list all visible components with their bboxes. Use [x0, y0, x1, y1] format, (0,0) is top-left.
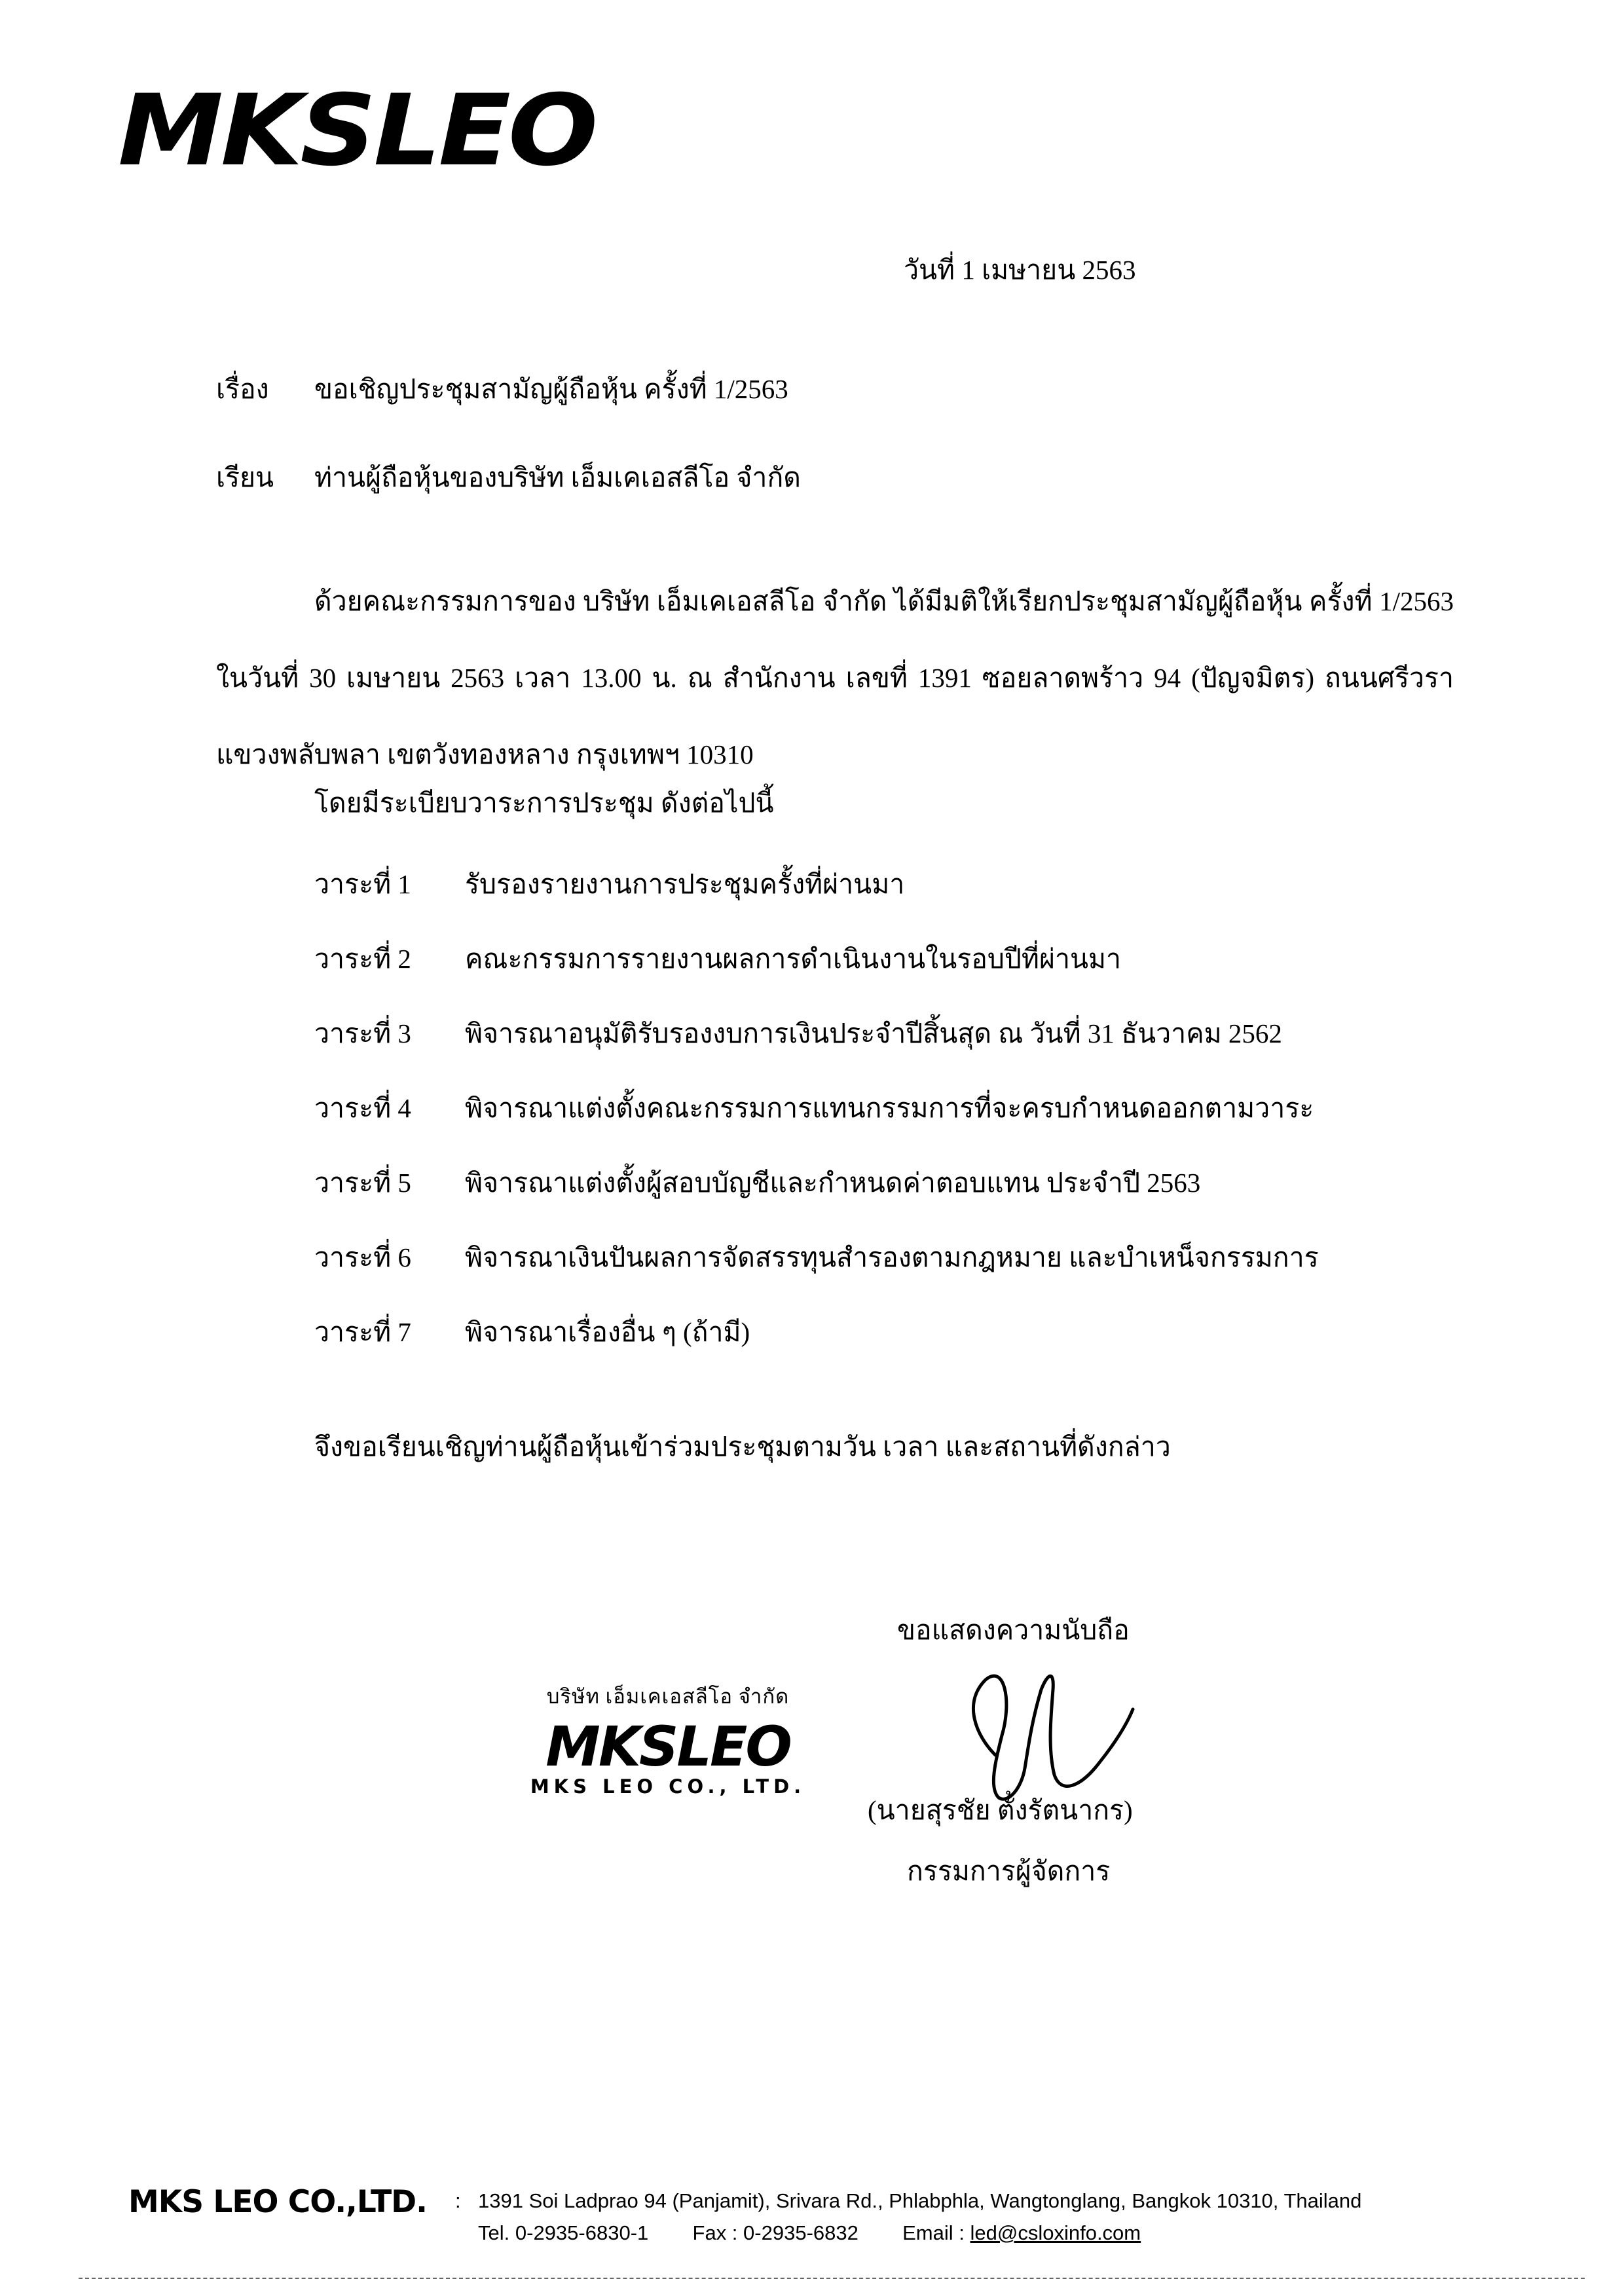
agenda-number: วาระที่ 6	[314, 1242, 411, 1272]
agenda-number: วาระที่ 7	[314, 1317, 411, 1347]
footer-address: 1391 Soi Ladprao 94 (Panjamit), Srivara Rd., Phlabphla, Wangtonglang, Bangkok 10310, Thailand	[478, 2189, 1362, 2212]
tel-number: 0-2935-6830-1	[515, 2221, 649, 2244]
agenda-number: วาระที่ 4	[314, 1093, 411, 1123]
stamp-thai-name: บริษัท เอ็มเคเอสลีโอ จำกัด	[546, 1685, 790, 1708]
letterhead-logo: MKSLEO	[118, 74, 596, 188]
fax-label: Fax :	[692, 2221, 738, 2244]
stamp-logo: MKSLEO	[545, 1714, 790, 1779]
date-line: วันที่ 1 เมษายน 2563	[904, 255, 1136, 285]
agenda-text: พิจารณาแต่งตั้งคณะกรรมการแทนกรรมการที่จะครบกำหนดออกตามวาระ	[465, 1093, 1314, 1123]
agenda-item	[314, 1012, 1282, 1055]
regards-text: ขอแสดงความนับถือ	[897, 1615, 1130, 1645]
agenda-text: พิจารณาเงินปันผลการจัดสรรทุนสำรองตามกฎหมาย และบำเหน็จกรรมการ	[465, 1242, 1319, 1272]
stamp-english-name: MKS LEO CO., LTD.	[530, 1775, 806, 1798]
body-paragraph: ด้วยคณะกรรมการของ บริษัท เอ็มเคเอสลีโอ จำกัด ได้มีมติให้เรียกประชุมสามัญผู้ถือหุ้น ครั้งที่ 1/2563 ในวันที่ 30 เมษายน 2563 เวลา 13.00 น. ณ สำนักงาน เลขที่ 1391 ซอยลาดพร้าว 94 (ปัญจมิตร) ถนนศรีวรา แขวงพลับพลา เขตวังทองหลาง กรุงเทพฯ 10310	[216, 586, 1454, 769]
signer-title: กรรมการผู้จัดการ	[907, 1856, 1111, 1886]
subject-text: ขอเชิญประชุมสามัญผู้ถือหุ้น ครั้งที่ 1/2563	[314, 374, 788, 404]
signer-name: (นายสุรชัย ตั้งรัตนากร)	[868, 1795, 1133, 1825]
subject-label: เรื่อง	[216, 374, 269, 404]
email-link[interactable]: led@csloxinfo.com	[970, 2221, 1141, 2244]
addressee-text: ท่านผู้ถือหุ้นของบริษัท เอ็มเคเอสลีโอ จำกัด	[314, 462, 801, 492]
agenda-text: พิจารณาแต่งตั้งผู้สอบบัญชีและกำหนดค่าตอบแทน ประจำปี 2563	[465, 1168, 1201, 1198]
bottom-divider	[79, 2278, 1585, 2279]
agenda-text: รับรองรายงานการประชุมครั้งที่ผ่านมา	[465, 869, 905, 899]
closing-sentence: จึงขอเรียนเชิญท่านผู้ถือหุ้นเข้าร่วมประชุมตามวัน เวลา และสถานที่ดังกล่าว	[314, 1432, 1171, 1462]
footer-contact	[478, 2221, 1141, 2245]
agenda-number: วาระที่ 1	[314, 869, 411, 899]
agenda-item	[314, 1162, 1200, 1204]
agenda-text: คณะกรรมการรายงานผลการดำเนินงานในรอบปีที่ผ่านมา	[465, 944, 1122, 974]
footer-company: MKS LEO CO.,LTD.	[128, 2184, 427, 2220]
agenda-text: พิจารณาเรื่องอื่น ๆ (ถ้ามี)	[465, 1317, 750, 1347]
footer-separator: :	[455, 2189, 461, 2212]
agenda-item	[314, 938, 1121, 980]
tel-label: Tel.	[478, 2221, 510, 2244]
agenda-item	[314, 1311, 750, 1354]
agenda-item	[314, 863, 904, 906]
email-label: Email :	[902, 2221, 965, 2244]
fax-number: 0-2935-6832	[743, 2221, 858, 2244]
signature-image	[950, 1663, 1146, 1807]
agenda-item	[314, 1087, 1314, 1130]
addressee-label: เรียน	[216, 462, 274, 492]
agenda-intro: โดยมีระเบียบวาระการประชุม ดังต่อไปนี้	[314, 788, 774, 818]
company-stamp	[524, 1680, 812, 1798]
agenda-item	[314, 1236, 1319, 1279]
agenda-number: วาระที่ 2	[314, 944, 411, 974]
agenda-number: วาระที่ 5	[314, 1168, 411, 1198]
agenda-number: วาระที่ 3	[314, 1018, 411, 1048]
agenda-text: พิจารณาอนุมัติรับรองงบการเงินประจำปีสิ้นสุด ณ วันที่ 31 ธันวาคม 2562	[465, 1018, 1282, 1048]
